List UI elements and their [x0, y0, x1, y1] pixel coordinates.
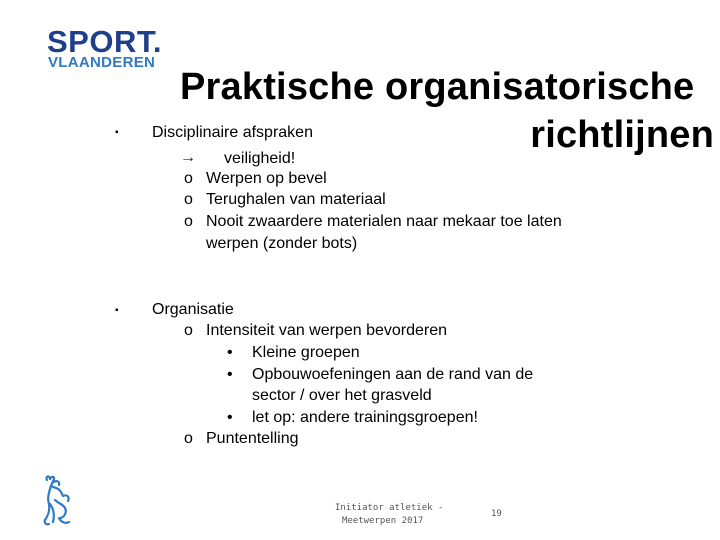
arrow-icon: → [180, 149, 196, 166]
section1-heading: Disciplinaire afspraken [152, 124, 313, 141]
list-item: Kleine groepen [252, 344, 360, 361]
page-number: 19 [491, 509, 502, 519]
list-item-continuation: sector / over het grasveld [252, 387, 432, 404]
list-item: Intensiteit van werpen bevorderen [206, 322, 448, 339]
list-item: let op: andere trainingsgroepen! [252, 409, 478, 426]
sub-marker: o [184, 322, 193, 339]
logo-vlaanderen-text: VLAANDEREN [48, 54, 156, 71]
sub-marker: o [184, 213, 193, 230]
list-item: Puntentelling [206, 430, 299, 447]
list-item: Werpen op bevel [206, 170, 327, 187]
list-item: Terughalen van materiaal [206, 191, 386, 208]
flemish-lion-icon [41, 474, 75, 528]
sub-marker: o [184, 191, 193, 208]
slide-title-line2: richtlijnen [530, 114, 714, 156]
section1-bullet: ▪ [115, 127, 119, 138]
dot-marker: • [227, 409, 233, 426]
sub-marker: o [184, 430, 193, 447]
footer-line1: Initiator atletiek - [335, 503, 444, 513]
logo-sport-text: SPORT. [47, 24, 162, 59]
safety-text: veiligheid! [224, 150, 296, 167]
list-item-continuation: werpen (zonder bots) [206, 235, 358, 252]
list-item: Opbouwoefeningen aan de rand van de [252, 366, 534, 383]
section2-bullet: ▪ [115, 305, 119, 316]
dot-marker: • [227, 344, 233, 361]
list-item: Nooit zwaardere materialen naar mekaar toe laten [206, 213, 562, 230]
section2-heading: Organisatie [152, 301, 234, 318]
footer-line2: Meetwerpen 2017 [342, 516, 424, 526]
slide-title-line1: Praktische organisatorische [180, 66, 695, 108]
dot-marker: • [227, 366, 233, 383]
sub-marker: o [184, 170, 193, 187]
